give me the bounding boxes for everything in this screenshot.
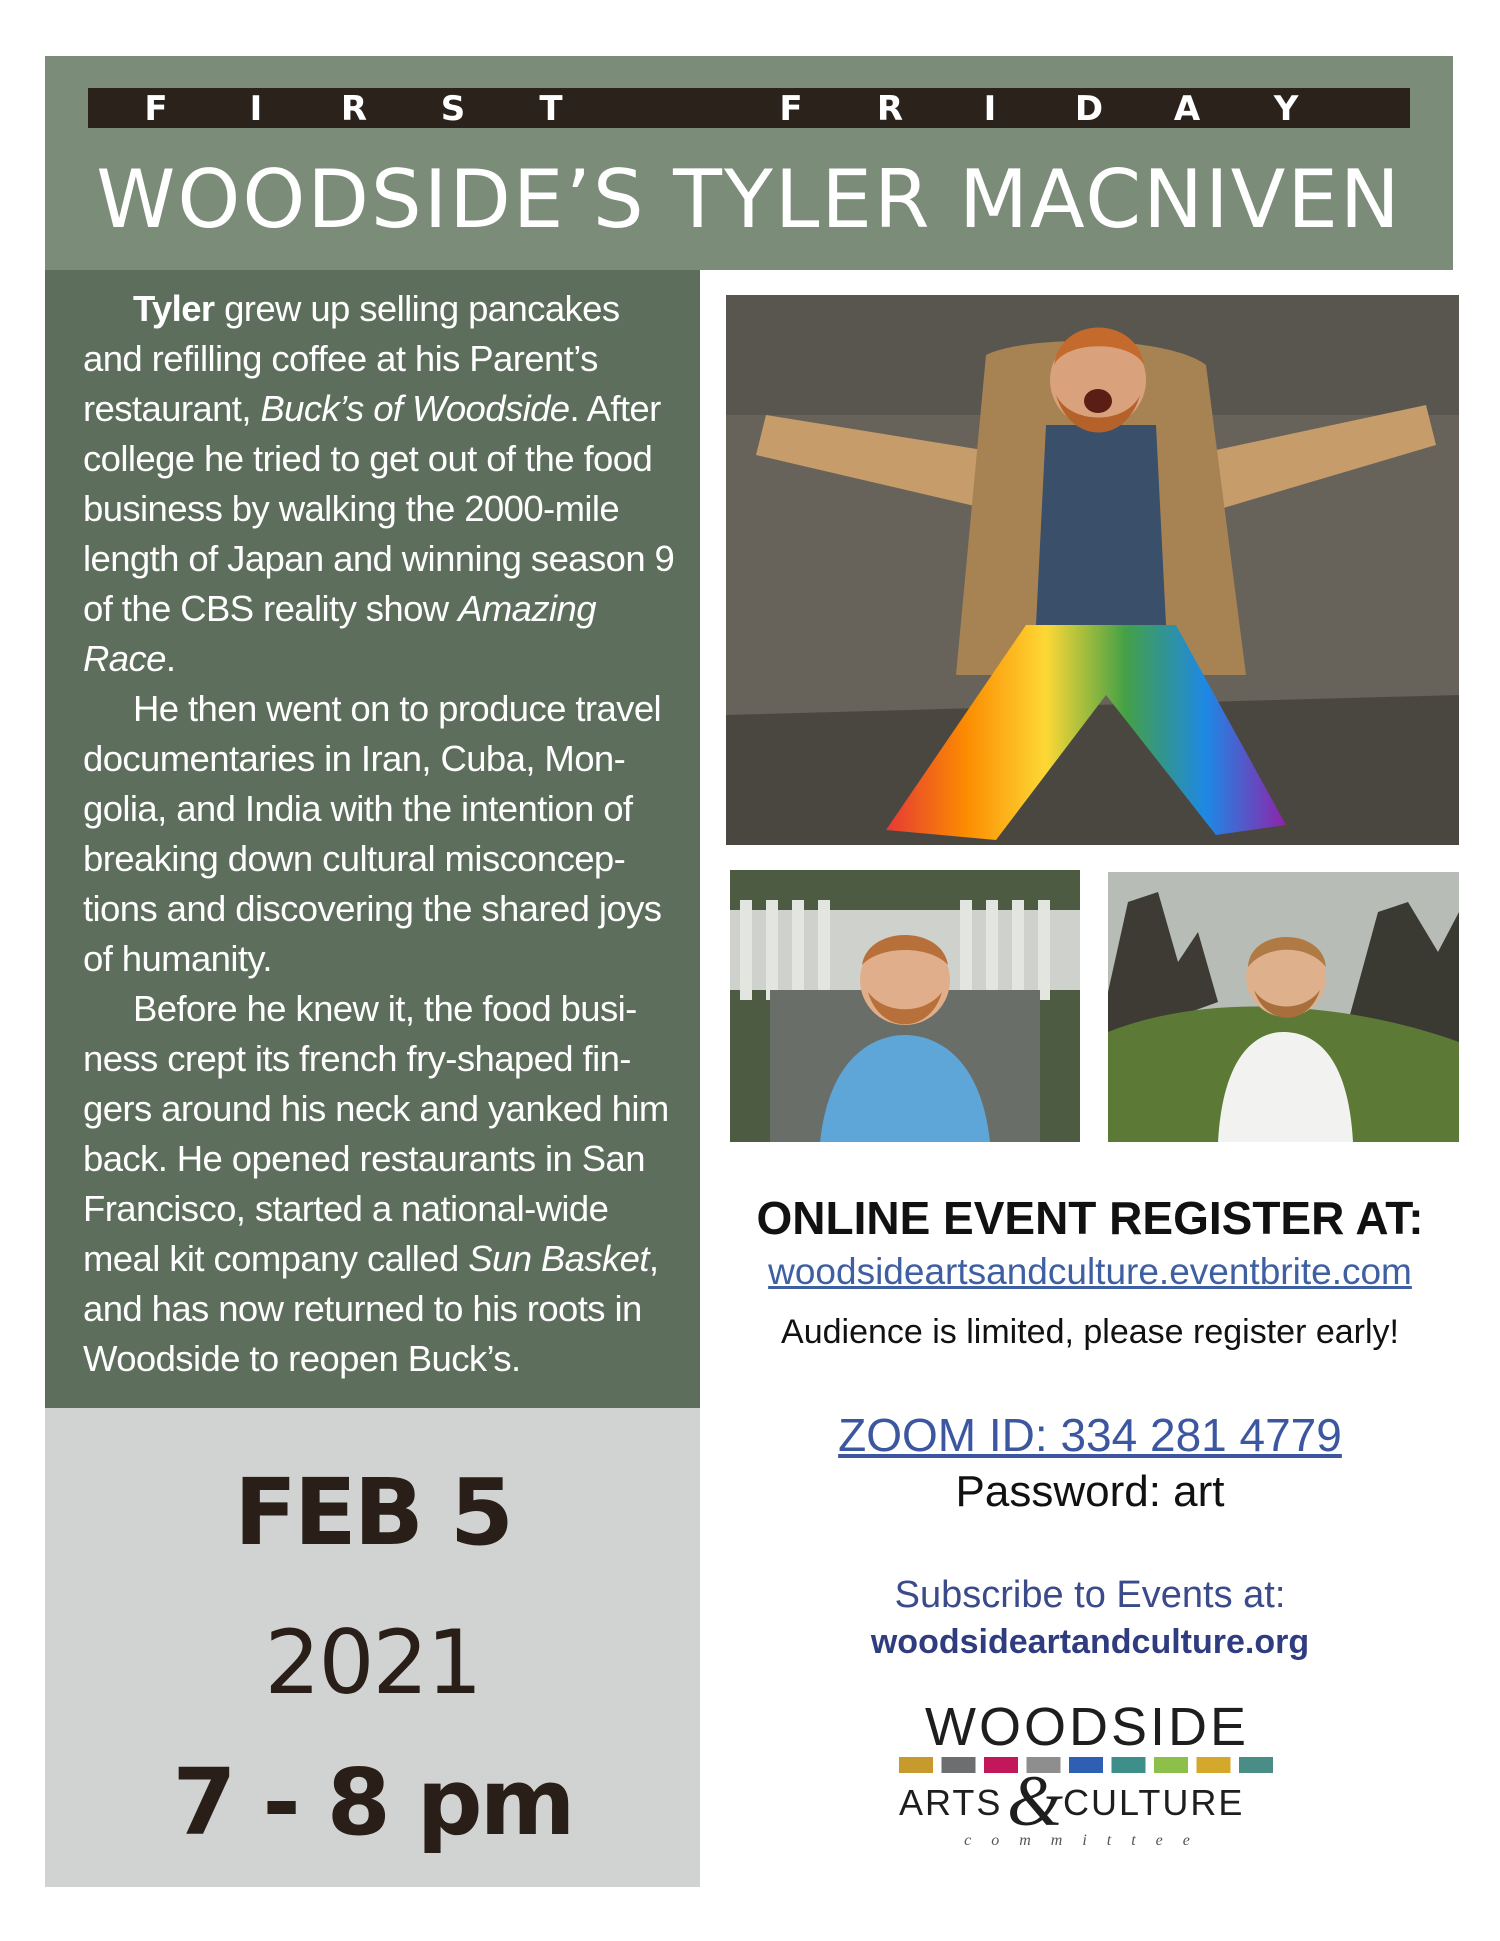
bio-name: Tyler <box>133 288 215 329</box>
logo-line1: WOODSIDE <box>924 1697 1250 1757</box>
bio-text-run: Before he knew it, the food busi-ness crept its french fry-shaped fin-gers around his neck and yanked him back. He opened restaurants in San Francisco, started a national-wide meal kit company called <box>83 988 669 1279</box>
page-title: WOODSIDE’S TYLER MACNIVEN <box>96 153 1402 246</box>
zoom-password: Password: art <box>955 1467 1225 1516</box>
bio-text <box>83 284 683 1384</box>
logo-swatch <box>1069 1757 1103 1773</box>
zoom-id-link[interactable]: ZOOM ID: 334 281 4779 <box>838 1409 1342 1461</box>
kicker-letter: T <box>539 89 563 129</box>
bio-show-name: Amazing Race <box>83 588 596 679</box>
main-photo-illustration <box>726 295 1459 845</box>
kicker-letter: F <box>144 89 168 129</box>
kicker-letter: R <box>340 89 368 129</box>
kicker-letter: S <box>440 89 466 129</box>
kicker-letter: I <box>983 89 997 129</box>
logo-swatch <box>942 1757 976 1773</box>
event-date: FEB 5 <box>234 1459 511 1566</box>
subscribe-link[interactable]: woodsideartandculture.org <box>870 1623 1310 1661</box>
logo-swatch <box>1239 1757 1273 1773</box>
logo-swatches <box>899 1757 1273 1773</box>
woodside-arts-culture-logo <box>895 1695 1280 1855</box>
logo-ampersand: & <box>1007 1761 1064 1841</box>
astronaut-portrait-illustration <box>1108 872 1459 1142</box>
fence-portrait-illustration <box>730 870 1080 1142</box>
registration-heading: ONLINE EVENT REGISTER AT: <box>756 1192 1424 1244</box>
kicker-letter: D <box>1074 89 1104 129</box>
date-panel <box>45 1408 700 1887</box>
kicker-letter: Y <box>1273 89 1299 129</box>
kicker-letter: F <box>779 89 803 129</box>
logo-swatch <box>1112 1757 1146 1773</box>
first-friday-bar <box>88 88 1410 128</box>
bio-panel <box>45 270 700 1408</box>
logo-swatch <box>1197 1757 1231 1773</box>
logo-graphic <box>895 1695 1280 1855</box>
event-year: 2021 <box>264 1611 481 1714</box>
bio-paragraph-1 <box>83 284 683 684</box>
bio-paragraph-3 <box>83 984 683 1384</box>
logo-line2-right: CULTURE <box>1063 1782 1245 1823</box>
registration-link[interactable]: woodsideartsandculture.eventbrite.com <box>768 1251 1412 1292</box>
kicker-letter: I <box>249 89 263 129</box>
kicker-letter: A <box>1173 89 1201 129</box>
logo-line3: committee <box>964 1832 1210 1849</box>
logo-swatch <box>1154 1757 1188 1773</box>
bio-text-run: . <box>165 638 176 679</box>
bio-text-run: grew up selling pancakes and refilling coffee at his Parent’s restaurant, <box>83 288 620 429</box>
bio-text-run: . After college he tried to get out of the food business by walking the 2000-mile length of Japan and winning season 9 of the CBS reality show <box>83 388 675 629</box>
event-header <box>45 56 1453 270</box>
event-time: 7 - 8 pm <box>172 1749 573 1856</box>
bio-company-name: Sun Basket <box>468 1238 649 1279</box>
logo-line2-left: ARTS <box>899 1782 1003 1823</box>
kicker-letter: R <box>876 89 904 129</box>
bio-restaurant-name: Buck’s of Woodside <box>260 388 570 429</box>
bio-paragraph-2: He then went on to produce travel documentaries in Iran, Cuba, Mon-golia, and India with the intention of breaking down cultural misconcep-tions and discovering the shared joys of humanity. <box>83 688 662 979</box>
photo-astronaut-portrait <box>1108 872 1459 1142</box>
main-photo <box>726 295 1459 845</box>
registration-note: Audience is limited, please register early! <box>781 1313 1399 1351</box>
photo-fence-portrait <box>730 870 1080 1142</box>
logo-swatch <box>899 1757 933 1773</box>
subscribe-label: Subscribe to Events at: <box>894 1574 1286 1616</box>
bio-text-run: , and has now returned to his roots in Woodside to reopen Buck’s. <box>83 1238 659 1379</box>
